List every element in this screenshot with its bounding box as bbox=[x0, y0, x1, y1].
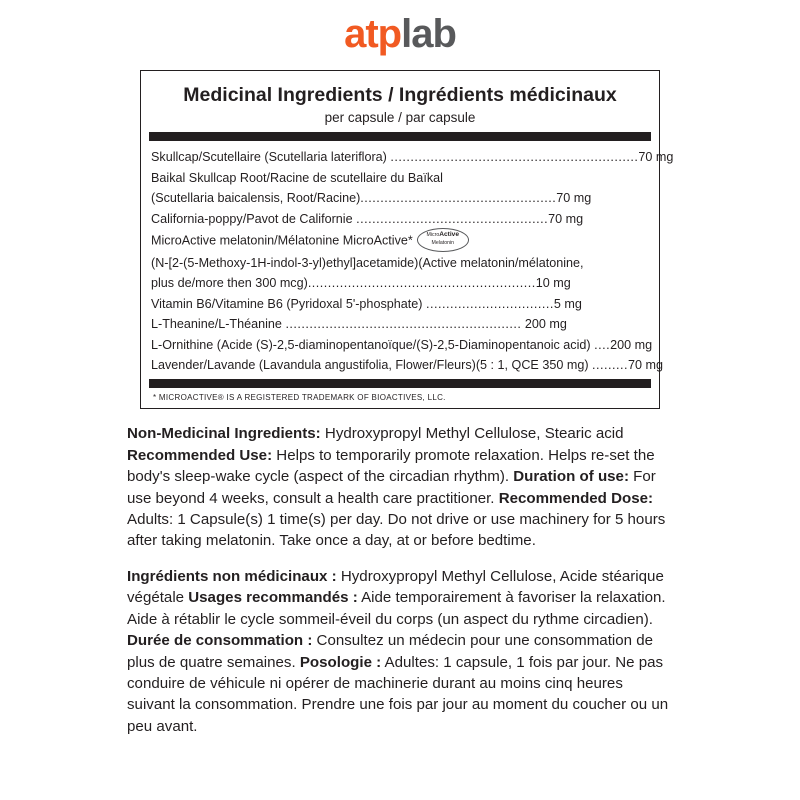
text-non-medicinal-ingredients: Hydroxypropyl Methyl Cellulose, Stearic acid bbox=[320, 425, 624, 443]
text-usages-recommandes: Aide temporairement à favoriser la relaxation. Aide à rétablir le cycle sommeil-éveil du corps (un aspect du rythme circadien). bbox=[127, 589, 666, 628]
text-posologie: Adultes: 1 capsule, 1 fois par jour. Ne pas conduire de véhicule ni opérer de machinerie durant au moins cinq heures suivant la consommation. Prendre une fois par jour au moment du coucher ou un peu avant. bbox=[127, 653, 669, 735]
brand-logo bbox=[0, 0, 800, 54]
text-recommended-dose: Adults: 1 Capsule(s) 1 time(s) per day. Do not drive or use machinery for 5 hours after taking melatonin. Take once a day, at or before bedtime. bbox=[127, 511, 666, 550]
ingredient-amount: 70 mg bbox=[628, 357, 664, 372]
ingredient-dots: ................................................. bbox=[360, 191, 557, 206]
ingredient-name: Baikal Skullcap Root/Racine de scutellaire du Baïkal bbox=[151, 170, 443, 185]
ingredient-dots: ................................................ bbox=[356, 211, 549, 226]
ingredient-name: (Scutellaria baicalensis, Root/Racine) bbox=[151, 191, 361, 206]
ingredient-row bbox=[151, 188, 649, 208]
ingredient-row bbox=[151, 253, 649, 273]
ingredient-name: MicroActive melatonin/Mélatonine MicroActive* bbox=[151, 233, 413, 248]
ingredient-amount: 10 mg bbox=[535, 276, 571, 291]
ingredient-dots: ........................................................... bbox=[285, 317, 522, 332]
text-ingredients-non-medicinaux: Hydroxypropyl Methyl Cellulose, Acide stéarique végétale bbox=[127, 567, 664, 607]
ingredient-row bbox=[151, 168, 649, 188]
ingredient-name: plus de/more then 300 mcg) bbox=[151, 276, 308, 291]
ingredient-dots: .... bbox=[594, 337, 611, 352]
panel-subtitle: per capsule / par capsule bbox=[324, 110, 476, 126]
medicinal-ingredients-panel bbox=[140, 70, 674, 409]
ingredient-amount: 70 mg bbox=[548, 211, 584, 226]
ingredient-row bbox=[151, 355, 664, 375]
badge-line2: Active bbox=[439, 230, 460, 238]
ingredient-dots: .............................................................. bbox=[390, 150, 639, 165]
ingredient-name: California-poppy/Pavot de Californie bbox=[151, 211, 357, 226]
ingredient-amount: 5 mg bbox=[553, 296, 582, 311]
ingredient-row bbox=[151, 273, 649, 293]
logo-text-lab: lab bbox=[401, 12, 456, 56]
ingredient-dots: ......... bbox=[592, 357, 629, 372]
ingredient-amount: 70 mg bbox=[556, 191, 592, 206]
text-duree-de-consommation: Consultez un médecin pour une consommation de plus de quatre semaines. bbox=[127, 632, 654, 671]
ingredient-dots: ................................ bbox=[425, 296, 554, 311]
ingredient-row bbox=[151, 294, 649, 314]
ingredient-list bbox=[141, 141, 674, 379]
ingredient-row bbox=[151, 314, 649, 334]
trademark-note: * MICROACTIVE® IS A REGISTERED TRADEMARK OF BIOACTIVES, LLC. bbox=[153, 393, 446, 403]
ingredient-row bbox=[151, 335, 653, 355]
ingredient-name: Vitamin B6/Vitamine B6 (Pyridoxal 5'-phosphate) bbox=[151, 296, 426, 311]
badge-line3: Melatonin bbox=[431, 239, 455, 246]
badge-line1: Micro bbox=[426, 231, 440, 238]
label-non-medicinal-ingredients: Non-Medicinal Ingredients: bbox=[127, 425, 321, 443]
body-copy bbox=[127, 423, 673, 737]
ingredient-dots: ......................................................... bbox=[307, 276, 536, 291]
logo-text-atp: atp bbox=[344, 12, 402, 56]
ingredient-amount: 70 mg bbox=[638, 150, 674, 165]
panel-rule-thick-bottom bbox=[149, 379, 651, 388]
ingredient-row bbox=[151, 147, 674, 167]
text-recommended-use: Helps to temporarily promote relaxation. Helps re-set the body's sleep-wake cycle (aspect of the circadian rhythm). bbox=[127, 446, 655, 486]
ingredient-amount: 200 mg bbox=[610, 337, 653, 352]
panel-rule-thick bbox=[149, 132, 651, 141]
label-duration-of-use: Duration of use: bbox=[513, 468, 629, 486]
label-recommended-use: Recommended Use: bbox=[127, 446, 273, 464]
french-paragraph bbox=[127, 566, 673, 737]
ingredient-name: L-Theanine/L-Théanine bbox=[151, 317, 286, 332]
ingredient-row bbox=[151, 209, 649, 229]
label-posologie: Posologie : bbox=[299, 653, 382, 671]
panel-title: Medicinal Ingredients / Ingrédients médicinaux bbox=[183, 84, 617, 106]
label-ingredients-non-medicinaux: Ingrédients non médicinaux : bbox=[127, 567, 341, 585]
ingredient-amount: 200 mg bbox=[521, 317, 567, 332]
ingredient-row bbox=[151, 229, 649, 253]
ingredient-name: Skullcap/Scutellaire (Scutellaria lateriflora) bbox=[151, 150, 391, 165]
ingredient-name: (N-[2-(5-Methoxy-1H-indol-3-yl)ethyl]acetamide)(Active melatonin/mélatonine, bbox=[151, 255, 584, 270]
ingredient-name: L-Ornithine (Acide (S)-2,5-diaminopentanoïque/(S)-2,5-Diaminopentanoic acid) bbox=[151, 337, 595, 352]
label-recommended-dose: Recommended Dose: bbox=[498, 489, 654, 507]
label-duree-de-consommation: Durée de consommation : bbox=[127, 632, 313, 650]
english-paragraph bbox=[127, 423, 673, 552]
microactive-melatonin-badge-icon bbox=[417, 228, 469, 252]
text-duration-of-use: For use beyond 4 weeks, consult a health care practitioner. bbox=[127, 468, 656, 507]
label-usages-recommandes: Usages recommandés : bbox=[188, 589, 358, 607]
ingredient-name: Lavender/Lavande (Lavandula angustifolia, Flower/Fleurs)(5 : 1, QCE 350 mg) bbox=[151, 357, 593, 372]
